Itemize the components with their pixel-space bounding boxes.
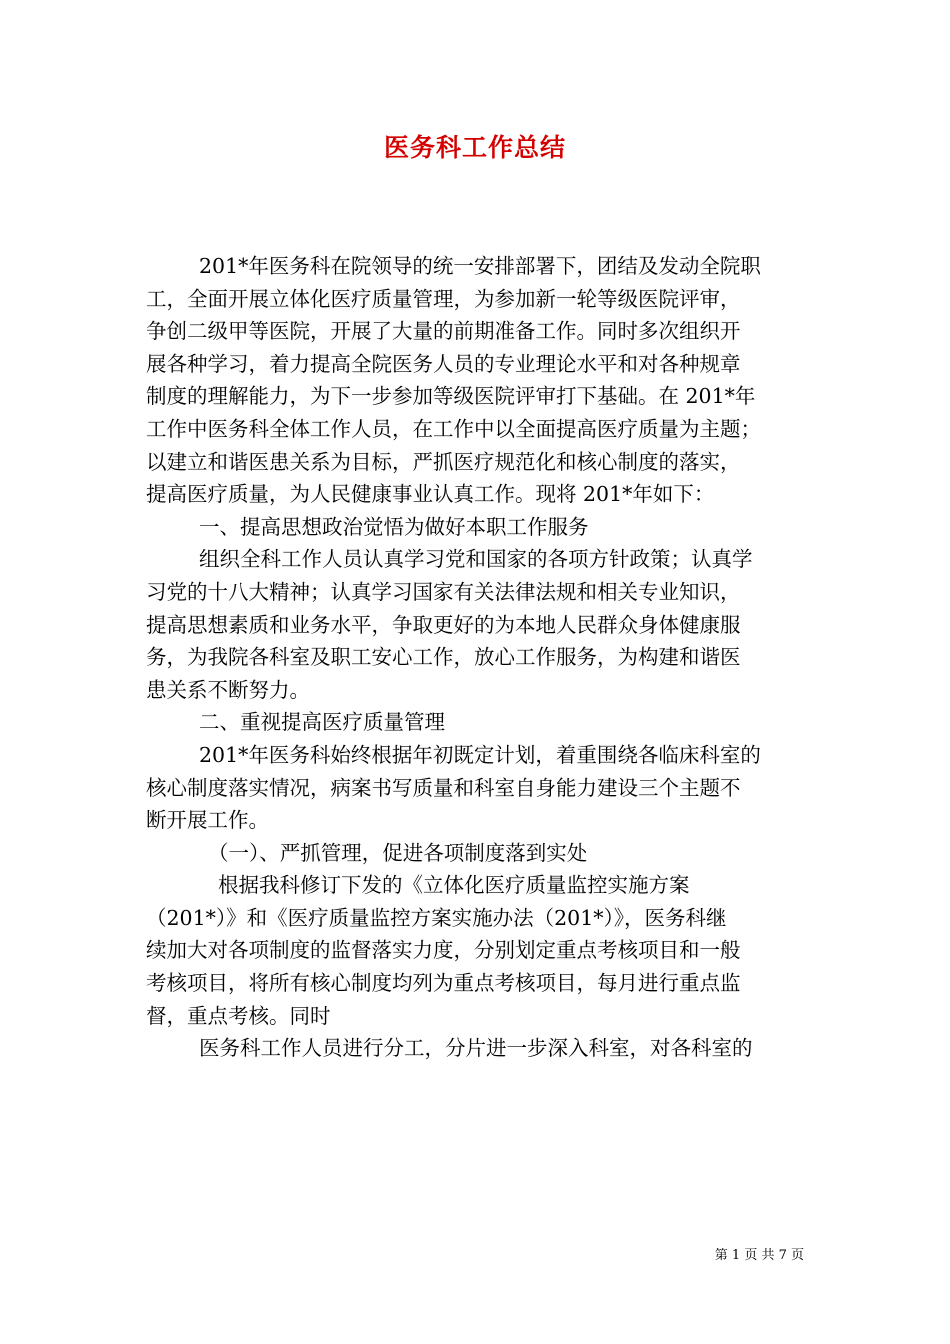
text-line: 以建立和谐医患关系为目标，严抓医疗规范化和核心制度的落实， — [146, 449, 741, 474]
text-line: （201*）》和《医疗质量监控方案实施办法（201*）》，医务科继 — [146, 905, 727, 930]
text-line: 根据我科修订下发的《立体化医疗质量监控实施方案 — [218, 873, 690, 898]
text-line: 展各种学习，着力提高全院医务人员的专业理论水平和对各种规章 — [146, 351, 741, 376]
text-line: 工作中医务科全体工作人员，在工作中以全面提高医疗质量为主题； — [146, 416, 761, 441]
text-line: 工，全面开展立体化医疗质量管理，为参加新一轮等级医院评审， — [146, 286, 741, 311]
page-number: 第 1 页 共 7 页 — [714, 1248, 804, 1263]
text-line: （一）、严抓管理，促进各项制度落到实处 — [208, 840, 588, 865]
text-line: 续加大对各项制度的监督落实力度，分别划定重点考核项目和一般 — [146, 938, 741, 963]
text-line: 医务科工作人员进行分工，分片进一步深入科室，对各科室的 — [199, 1036, 753, 1061]
text-line: 督，重点考核。同时 — [146, 1003, 331, 1028]
text-line: 断开展工作。 — [146, 808, 269, 833]
text-line: 组织全科工作人员认真学习党和国家的各项方针政策；认真学 — [199, 547, 753, 572]
text-line: 制度的理解能力，为下一步参加等级医院评审打下基础。在 201*年 — [146, 384, 756, 409]
text-line: 习党的十八大精神；认真学习国家有关法律法规和相关专业知识， — [146, 579, 741, 604]
text-line: 患关系不断努力。 — [146, 677, 310, 702]
text-line: 争创二级甲等医院，开展了大量的前期准备工作。同时多次组织开 — [146, 319, 741, 344]
text-line: 务，为我院各科室及职工安心工作，放心工作服务，为构建和谐医 — [146, 645, 741, 670]
text-line: 考核项目，将所有核心制度均列为重点考核项目，每月进行重点监 — [146, 971, 741, 996]
document-body — [146, 250, 816, 1065]
text-line: 提高思想素质和业务水平，争取更好的为本地人民群众身体健康服 — [146, 612, 741, 637]
text-line: 核心制度落实情况，病案书写质量和科室自身能力建设三个主题不 — [146, 775, 741, 800]
document-title: 医务科工作总结 — [383, 133, 566, 162]
text-line: 二、重视提高医疗质量管理 — [199, 710, 445, 735]
text-line: 201*年医务科在院领导的统一安排部署下，团结及发动全院职 — [199, 254, 761, 278]
text-line: 提高医疗质量，为人民健康事业认真工作。现将 201*年如下： — [146, 482, 715, 507]
text-line: 一、提高思想政治觉悟为做好本职工作服务 — [199, 514, 589, 539]
text-line: 201*年医务科始终根据年初既定计划，着重围绕各临床科室的 — [199, 742, 761, 767]
